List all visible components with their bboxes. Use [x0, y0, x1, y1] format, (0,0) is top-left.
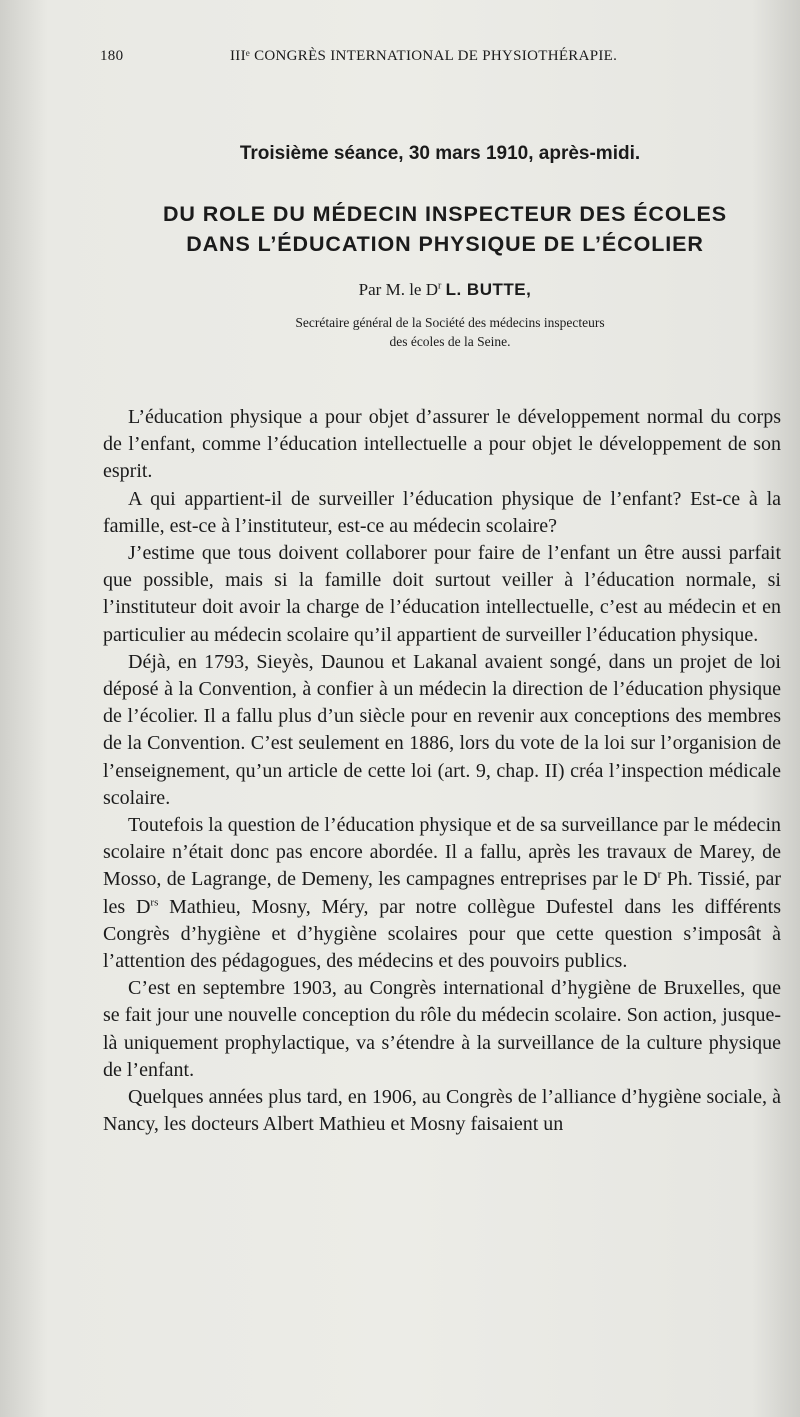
affiliation-line-2: des écoles de la Seine.: [389, 334, 511, 349]
article-body: [103, 404, 781, 1138]
paragraph-1: L’éducation physique a pour objet d’assurer le développement normal du corps de l’enfant, comme l’éducation intellectuelle a pour objet le développement de son esprit.: [103, 406, 781, 483]
paragraph-5-part-a: Toutefois la question de l’éducation physique et de sa surveillance par le médecin scolaire n’était donc pas encore abordée. Il a fallu, après les travaux de Marey, de Mosso, de Lagrange, de Demeny, les campagnes entreprises par le D: [103, 814, 781, 891]
article-title-line-1: DU ROLE DU MÉDECIN INSPECTEUR DES ÉCOLES: [163, 202, 727, 226]
paragraph-5-part-c: Mathieu, Mosny, Méry, par notre collègue Dufestel dans les différents Congrès d’hygiène et d’hygiène scolaires pour que cette question s’imposât à l’attention des pédagogues, des médecins et des pouvoirs publics.: [103, 895, 781, 973]
author-prefix: Par M. le D: [358, 280, 438, 299]
author-affiliation: [160, 313, 740, 351]
author-prefix-superscript: r: [438, 280, 442, 292]
article-title-line-2: DANS L’ÉDUCATION PHYSIQUE DE L’ÉCOLIER: [186, 232, 704, 256]
page-header: [100, 48, 740, 72]
paragraph-5: [103, 812, 781, 975]
paragraph-5-superscript-2: rs: [150, 896, 159, 908]
running-title: IIIᵉ CONGRÈS INTERNATIONAL DE PHYSIOTHÉRAPIE.: [230, 48, 618, 64]
paragraph-3: J’estime que tous doivent collaborer pour faire de l’enfant un être aussi parfait que possible, mais si la famille doit surtout veiller à l’éducation normale, si l’instituteur doit avoir la charge de l’éducation intellectuelle, c’est au médecin et en particulier au médecin scolaire qu’il appartient de surveiller l’éducation physique.: [103, 542, 781, 646]
paragraph-7: Quelques années plus tard, en 1906, au Congrès de l’alliance d’hygiène sociale, à Nancy, les docteurs Albert Mathieu et Mosny faisaient un: [103, 1086, 781, 1136]
paragraph-2: A qui appartient-il de surveiller l’éducation physique de l’enfant? Est-ce à la famille, est-ce à l’instituteur, est-ce au médecin scolaire?: [103, 487, 781, 537]
affiliation-line-1: Secrétaire général de la Société des médecins inspecteurs: [295, 315, 605, 330]
paragraph-4: Déjà, en 1793, Sieyès, Daunou et Lakanal avaient songé, dans un projet de loi déposé à la Convention, à confier à un médecin la direction de l’éducation physique de l’écolier. Il a fallu plus d’un siècle pour en revenir aux conceptions des membres de la Convention. C’est seulement en 1886, lors du vote de la loi sur l’organision de l’enseignement, qu’un article de cette loi (art. 9, chap. II) créa l’inspection médicale scolaire.: [103, 650, 781, 809]
author-byline: [100, 280, 790, 300]
session-heading: Troisième séance, 30 mars 1910, après-midi.: [239, 143, 641, 164]
paragraph-5-superscript-1: r: [657, 868, 662, 881]
article-title: [100, 199, 790, 259]
author-name: L. BUTTE,: [445, 280, 532, 299]
page-number: 180: [100, 48, 124, 64]
paragraph-6: C’est en septembre 1903, au Congrès international d’hygiène de Bruxelles, que se fait jour une nouvelle conception du rôle du médecin scolaire. Son action, jusque-là uniquement prophylactique, va s’étendre à la surveillance de la culture physique de l’enfant.: [103, 977, 781, 1081]
paragraph-5-part-b: Ph. Tissié, par les D: [103, 868, 781, 918]
